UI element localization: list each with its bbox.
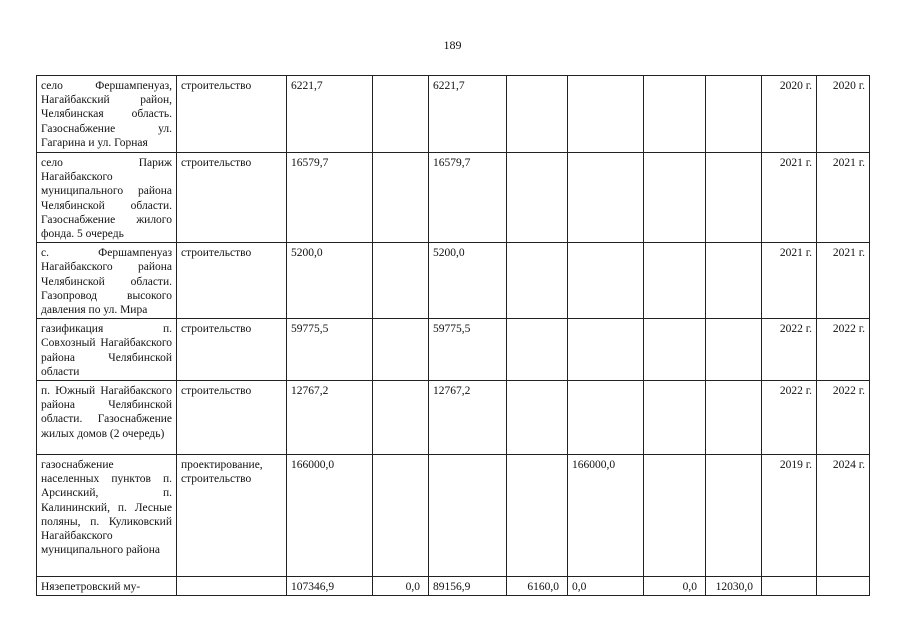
start-year-cell: 2022 г. (762, 319, 817, 381)
amount-cell-2 (373, 243, 429, 319)
work-type-cell: строительство (177, 319, 287, 381)
amount-cell-7 (706, 243, 762, 319)
table-row (37, 455, 870, 577)
amount-cell-7 (706, 76, 762, 153)
start-year-cell: 2022 г. (762, 381, 817, 455)
amount-cell-2 (373, 455, 429, 577)
total-amount-cell: 107346,9 (287, 577, 373, 596)
work-type-cell: строительство (177, 243, 287, 319)
end-year-cell: 2024 г. (817, 455, 870, 577)
amount-cell-5 (568, 153, 644, 243)
amount-cell-5 (568, 381, 644, 455)
amount-cell-5 (568, 319, 644, 381)
amount-cell-4 (507, 381, 568, 455)
object-name-cell: село Париж Нагайбакского муниципального района Челябинской области. Газоснабжение жилого фонда. 5 очередь (37, 153, 177, 243)
object-name-cell: газификация п. Совхозный Нагайбакского района Челябинской области (37, 319, 177, 381)
table-row (37, 577, 870, 596)
end-year-cell: 2021 г. (817, 243, 870, 319)
amount-cell-2: 0,0 (373, 577, 429, 596)
total-amount-cell: 6221,7 (287, 76, 373, 153)
amount-cell-3: 6221,7 (429, 76, 507, 153)
amount-cell-5 (568, 76, 644, 153)
amount-cell-6 (644, 319, 706, 381)
work-type-cell: проектирование, строительство (177, 455, 287, 577)
object-name-cell: село Фершампенуаз, Нагайбакский район, Челябинская область. Газоснабжение ул. Гагарина и ул. Горная (37, 76, 177, 153)
end-year-cell: 2022 г. (817, 381, 870, 455)
budget-table (36, 75, 870, 596)
amount-cell-7: 12030,0 (706, 577, 762, 596)
object-name-cell: п. Южный Нагайбакского района Челябинской области. Газоснабжение жилых домов (2 очередь) (37, 381, 177, 455)
amount-cell-3: 59775,5 (429, 319, 507, 381)
amount-cell-3 (429, 455, 507, 577)
amount-cell-6 (644, 243, 706, 319)
amount-cell-4 (507, 243, 568, 319)
page-number: 189 (443, 38, 462, 52)
amount-cell-4 (507, 455, 568, 577)
start-year-cell: 2021 г. (762, 153, 817, 243)
amount-cell-4 (507, 319, 568, 381)
table-row (37, 319, 870, 381)
total-amount-cell: 166000,0 (287, 455, 373, 577)
amount-cell-3: 89156,9 (429, 577, 507, 596)
amount-cell-4: 6160,0 (507, 577, 568, 596)
end-year-cell (817, 577, 870, 596)
total-amount-cell: 5200,0 (287, 243, 373, 319)
table-row (37, 381, 870, 455)
work-type-cell: строительство (177, 381, 287, 455)
amount-cell-2 (373, 381, 429, 455)
table-row (37, 243, 870, 319)
amount-cell-7 (706, 319, 762, 381)
amount-cell-6 (644, 153, 706, 243)
table-row (37, 76, 870, 153)
end-year-cell: 2020 г. (817, 76, 870, 153)
start-year-cell (762, 577, 817, 596)
amount-cell-2 (373, 319, 429, 381)
total-amount-cell: 16579,7 (287, 153, 373, 243)
object-name-cell: Нязепетровский му- (37, 577, 177, 596)
amount-cell-3: 5200,0 (429, 243, 507, 319)
end-year-cell: 2021 г. (817, 153, 870, 243)
amount-cell-7 (706, 455, 762, 577)
amount-cell-2 (373, 153, 429, 243)
work-type-cell: строительство (177, 76, 287, 153)
amount-cell-5: 166000,0 (568, 455, 644, 577)
start-year-cell: 2019 г. (762, 455, 817, 577)
amount-cell-6: 0,0 (644, 577, 706, 596)
amount-cell-6 (644, 381, 706, 455)
object-name-cell: с. Фершампенуаз Нагайбакского района Челябинской области. Газопровод высокого давления по ул. Мира (37, 243, 177, 319)
work-type-cell (177, 577, 287, 596)
amount-cell-2 (373, 76, 429, 153)
amount-cell-5 (568, 243, 644, 319)
start-year-cell: 2020 г. (762, 76, 817, 153)
work-type-cell: строительство (177, 153, 287, 243)
total-amount-cell: 59775,5 (287, 319, 373, 381)
start-year-cell: 2021 г. (762, 243, 817, 319)
amount-cell-4 (507, 76, 568, 153)
amount-cell-4 (507, 153, 568, 243)
amount-cell-3: 16579,7 (429, 153, 507, 243)
amount-cell-5: 0,0 (568, 577, 644, 596)
table-row (37, 153, 870, 243)
amount-cell-7 (706, 153, 762, 243)
amount-cell-6 (644, 455, 706, 577)
object-name-cell: газоснабжение населенных пунктов п. Арсинский, п. Калининский, п. Лесные поляны, п. Куликовский Нагайбакского муниципального района (37, 455, 177, 577)
total-amount-cell: 12767,2 (287, 381, 373, 455)
amount-cell-6 (644, 76, 706, 153)
end-year-cell: 2022 г. (817, 319, 870, 381)
amount-cell-7 (706, 381, 762, 455)
amount-cell-3: 12767,2 (429, 381, 507, 455)
